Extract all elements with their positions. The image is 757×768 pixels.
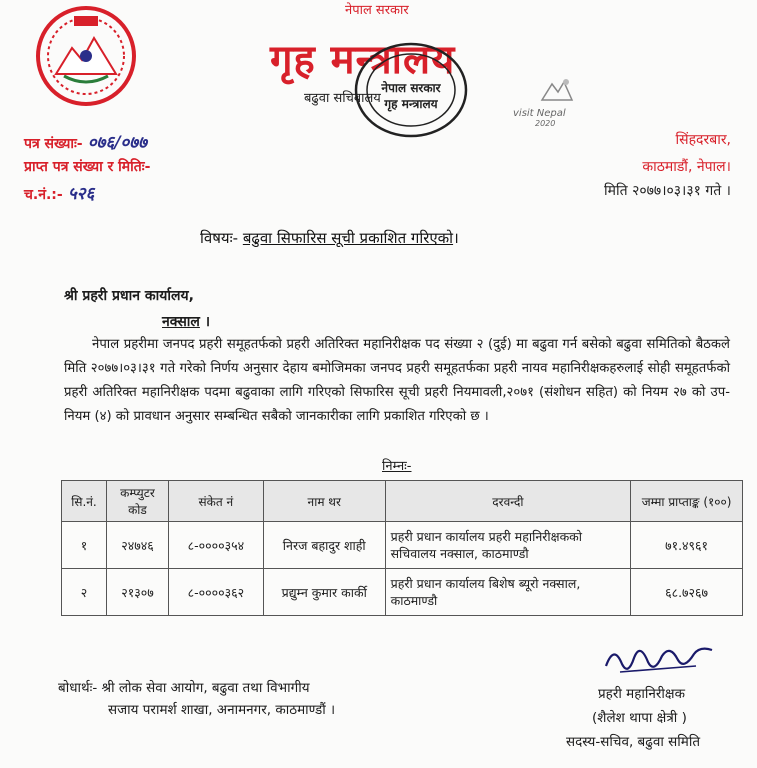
ministry-title: गृह मन्त्रालय	[270, 37, 456, 83]
addressee-line-2-wrap	[162, 312, 210, 331]
addressee-line-1: श्री प्रहरी प्रधान कार्यालय,	[64, 288, 194, 304]
cc-line-1	[58, 678, 310, 696]
subject-end: ।	[453, 229, 459, 247]
signature-image	[600, 636, 720, 686]
stamp-text-2: गृह मन्त्रालय	[384, 97, 438, 111]
letter-body: नेपाल प्रहरीमा जनपद प्रहरी समूहतर्फको प्रहरी अतिरिक्त महानिरीक्षक पद संख्या २ (दुई) मा बढुवा गर्न बसेको बढुवा समितिको बैठकले मिति २०७७।०३।३१ गते गरेको निर्णय अनुसार देहाय बमोजिमका जनपद प्रहरी समूहतर्फका प्रहरी नायव महानिरीक्षकहरुलाई सोही समूहतर्फको प्रहरी अतिरिक्त महानिरीक्षक पदमा बढुवाका लागि गरिएको सिफारिस सूची प्रहरी नियमावली,२०७१ (संशोधन सहित) को नियम २७ को उप-नियम (४) को प्रावधान अनुसार सम्बन्धित सबैको जानकारीका लागि प्रकाशित गरिएको छ ।	[64, 337, 730, 424]
header-symbol-no: संकेत नं	[168, 481, 263, 522]
cc-line-2: सजाय परामर्श शाखा, अनामनगर, काठमाण्डौं ।	[108, 702, 336, 718]
table-row	[62, 569, 743, 616]
ministry-stamp	[352, 40, 470, 140]
cell-sn: १	[62, 522, 107, 569]
stamp-text-1: नेपाल सरकार	[381, 81, 441, 95]
letter-number-value: ०७६/०७७	[87, 133, 147, 153]
dispatch-value: ५२६	[67, 184, 95, 204]
office-name: बढुवा सचिवालय	[304, 91, 381, 106]
cell-position: प्रहरी प्रधान कार्यालय प्रहरी महानिरीक्षकको सचिवालय नक्साल, काठमाण्डौ	[385, 522, 631, 569]
subject-text: बढुवा सिफारिस सूची प्रकाशित गरिएको	[242, 229, 454, 247]
signatory-title: प्रहरी महानिरीक्षक	[598, 686, 685, 702]
addressee-line-2-end: ।	[199, 314, 211, 330]
subject-line	[200, 228, 459, 248]
visit-nepal-year: 2020	[535, 119, 556, 128]
address-line-1: सिंहदरबार,	[675, 132, 731, 148]
visit-nepal-logo	[536, 74, 576, 110]
cell-total-score: ६८.७२६७	[631, 569, 743, 616]
header-computer-code: कम्प्युटर कोड	[106, 481, 168, 522]
cell-name: निरज बहादुर शाही	[263, 522, 385, 569]
signatory-name: (शैलेश थापा क्षेत्री )	[592, 710, 687, 726]
letter-date: मिति २०७७।०३।३१ गते ।	[604, 183, 731, 199]
dispatch-label: च.नं.:-	[24, 187, 63, 203]
cell-total-score: ७१.४९६१	[631, 522, 743, 569]
cell-computer-code: २४७४६	[106, 522, 168, 569]
visit-nepal-label: visit Nepal	[513, 108, 566, 119]
address-line-2: काठमाडौं, नेपाल।	[642, 159, 731, 175]
header-name: नाम थर	[263, 481, 385, 522]
table-caption: निम्नः-	[382, 459, 412, 474]
cell-name: प्रद्युम्न कुमार कार्की	[263, 569, 385, 616]
cell-symbol-no: ८-००००३५४	[168, 522, 263, 569]
subject-label: विषयः-	[200, 229, 239, 247]
cell-symbol-no: ८-००००३६२	[168, 569, 263, 616]
cell-position: प्रहरी प्रधान कार्यालय बिशेष ब्यूरो नक्साल, काठमाण्डौ	[385, 569, 631, 616]
letter-number-row	[24, 130, 147, 153]
nepal-government-emblem	[34, 4, 138, 108]
addressee-line-2: नक्साल	[162, 314, 200, 330]
table-row	[62, 522, 743, 569]
dispatch-row	[24, 181, 94, 204]
cc-text-1: श्री लोक सेवा आयोग, बढुवा तथा विभागीय	[101, 680, 310, 696]
header-total-score: जम्मा प्राप्ताङ्क (१००)	[631, 481, 743, 522]
letter-number-label: पत्र संख्याः-	[24, 136, 83, 152]
cc-label: बोधार्थः-	[58, 680, 98, 696]
cell-sn: २	[62, 569, 107, 616]
signatory-role: सदस्य-सचिव, बढुवा समिति	[566, 734, 701, 750]
header-sn: सि.नं.	[62, 481, 107, 522]
visit-nepal-text	[513, 108, 566, 128]
received-label: प्राप्त पत्र संख्या र मितिः-	[24, 159, 151, 175]
government-label: नेपाल सरकार	[345, 3, 409, 18]
recommendation-table	[61, 480, 743, 616]
cell-computer-code: २१३०७	[106, 569, 168, 616]
header-position: दरवन्दी	[385, 481, 631, 522]
